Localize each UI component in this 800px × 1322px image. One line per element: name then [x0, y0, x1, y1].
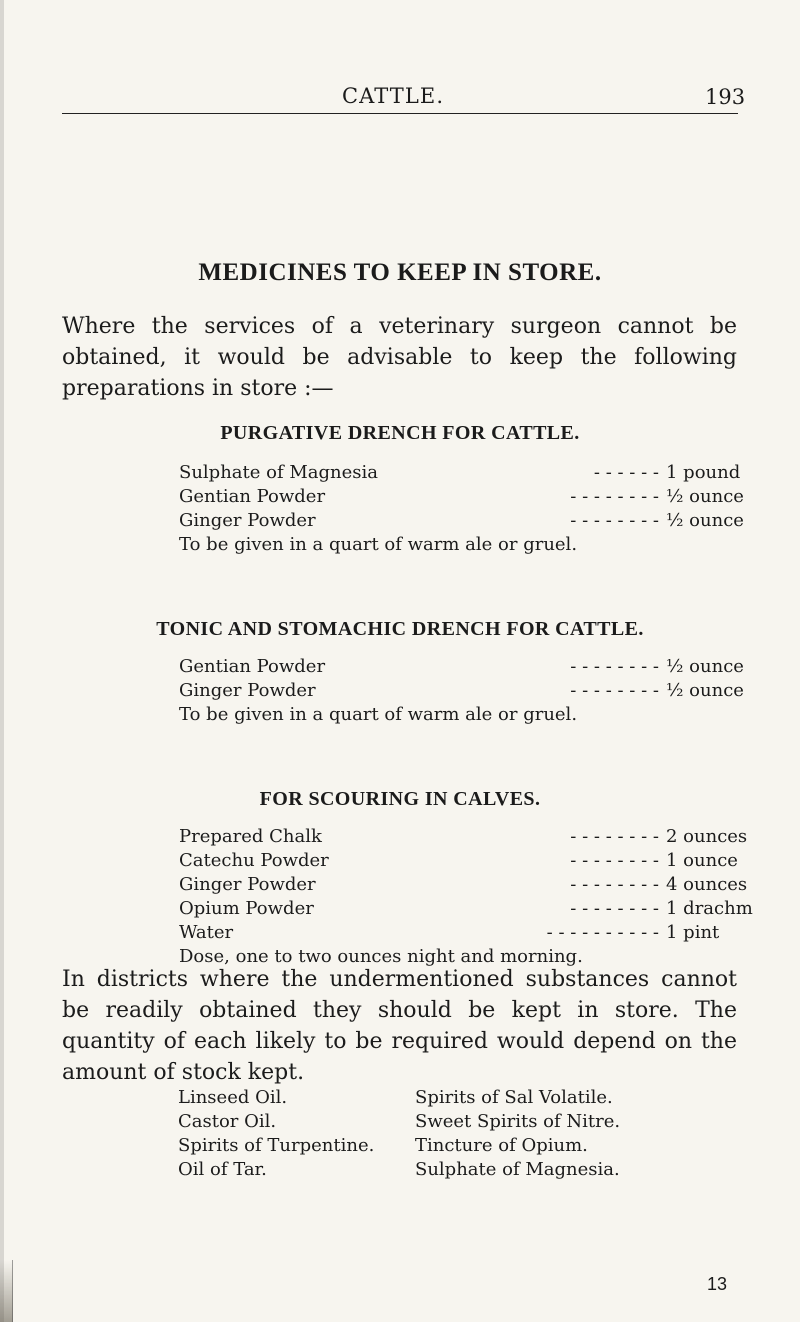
ingredient-name: Prepared Chalk	[179, 826, 322, 847]
substance-item: Sweet Spirits of Nitre.	[415, 1111, 621, 1132]
page-edge-shadow	[0, 0, 4, 1322]
recipe-note: To be given in a quart of warm ale or gruel.	[179, 534, 578, 555]
leader-dots: - - - - - - - -	[570, 874, 659, 895]
ingredient-name: Gentian Powder	[179, 656, 326, 677]
substance-item: Linseed Oil.	[178, 1087, 288, 1108]
recipe-row	[179, 485, 744, 509]
ingredient-amount: 1 drachm	[666, 898, 753, 919]
substance-item: Sulphate of Magnesia.	[415, 1159, 620, 1180]
ingredient-amount: 2 ounces	[666, 826, 748, 847]
recipe-note: Dose, one to two ounces night and morning.	[179, 946, 583, 967]
recipe-scouring	[179, 825, 753, 969]
footer-number: 13	[707, 1274, 728, 1294]
ingredient-name: Ginger Powder	[179, 510, 316, 531]
recipe-row	[179, 849, 738, 873]
recipe-row	[179, 873, 748, 897]
substance-column-right	[415, 1086, 675, 1182]
ingredient-amount: 1 pint	[666, 922, 720, 943]
ingredient-name: Water	[179, 922, 234, 943]
recipe-row	[179, 509, 744, 533]
recipe-row	[179, 825, 748, 849]
recipe-note: To be given in a quart of warm ale or gruel.	[179, 704, 578, 725]
store-paragraph: In districts where the undermentioned substances cannot be readily obtained they should be kept in store. The quantity of each likely to be required would depend on the amount of stock kept.	[62, 967, 737, 1085]
ingredient-amount: 4 ounces	[666, 874, 748, 895]
leader-dots: - - - - - - - -	[570, 656, 659, 677]
intro-paragraph: Where the services of a veterinary surgeon cannot be obtained, it would be advisable to keep the following preparations in store :—	[62, 314, 737, 401]
leader-dots: - - - - - - - -	[570, 486, 659, 507]
substance-item: Spirits of Sal Volatile.	[415, 1087, 613, 1108]
ingredient-name: Opium Powder	[179, 898, 314, 919]
ingredient-name: Gentian Powder	[179, 486, 326, 507]
recipe-purgative	[179, 461, 744, 557]
ingredient-amount: 1 pound	[666, 462, 741, 483]
page-corner-stain	[0, 1260, 13, 1322]
leader-dots: - - - - - - - -	[570, 510, 659, 531]
recipe-row	[179, 921, 734, 945]
leader-dots: - - - - - - - -	[570, 898, 659, 919]
section-title-scouring: FOR SCOURING IN CALVES.	[259, 788, 541, 810]
leader-dots: - - - - - - - -	[570, 826, 659, 847]
substance-column-left	[178, 1086, 438, 1182]
ingredient-amount: ½ ounce	[666, 656, 744, 677]
leader-dots: - - - - - - - - - -	[546, 922, 659, 943]
recipe-row	[179, 655, 744, 679]
leader-dots: - - - - - -	[593, 462, 659, 483]
substance-item: Tincture of Opium.	[415, 1135, 588, 1156]
substance-item: Spirits of Turpentine.	[178, 1135, 375, 1156]
substance-item: Oil of Tar.	[178, 1159, 267, 1180]
ingredient-amount: ½ ounce	[666, 680, 744, 701]
ingredient-name: Sulphate of Magnesia	[179, 462, 379, 483]
recipe-row	[179, 679, 744, 703]
page-number: 193	[705, 85, 746, 109]
leader-dots: - - - - - - - -	[570, 680, 659, 701]
ingredient-name: Catechu Powder	[179, 850, 329, 871]
recipe-row	[179, 897, 753, 921]
substance-item: Castor Oil.	[178, 1111, 277, 1132]
recipe-row	[179, 461, 741, 485]
page-title: MEDICINES TO KEEP IN STORE.	[198, 259, 602, 286]
ingredient-name: Ginger Powder	[179, 680, 316, 701]
recipe-tonic	[179, 655, 744, 727]
section-title-tonic: TONIC AND STOMACHIC DRENCH FOR CATTLE.	[156, 618, 644, 640]
ingredient-amount: 1 ounce	[666, 850, 738, 871]
running-title: CATTLE.	[342, 84, 445, 108]
header-rule	[62, 113, 738, 114]
ingredient-amount: ½ ounce	[666, 510, 744, 531]
ingredient-amount: ½ ounce	[666, 486, 744, 507]
ingredient-name: Ginger Powder	[179, 874, 316, 895]
section-title-purgative: PURGATIVE DRENCH FOR CATTLE.	[220, 422, 580, 444]
leader-dots: - - - - - - - -	[570, 850, 659, 871]
